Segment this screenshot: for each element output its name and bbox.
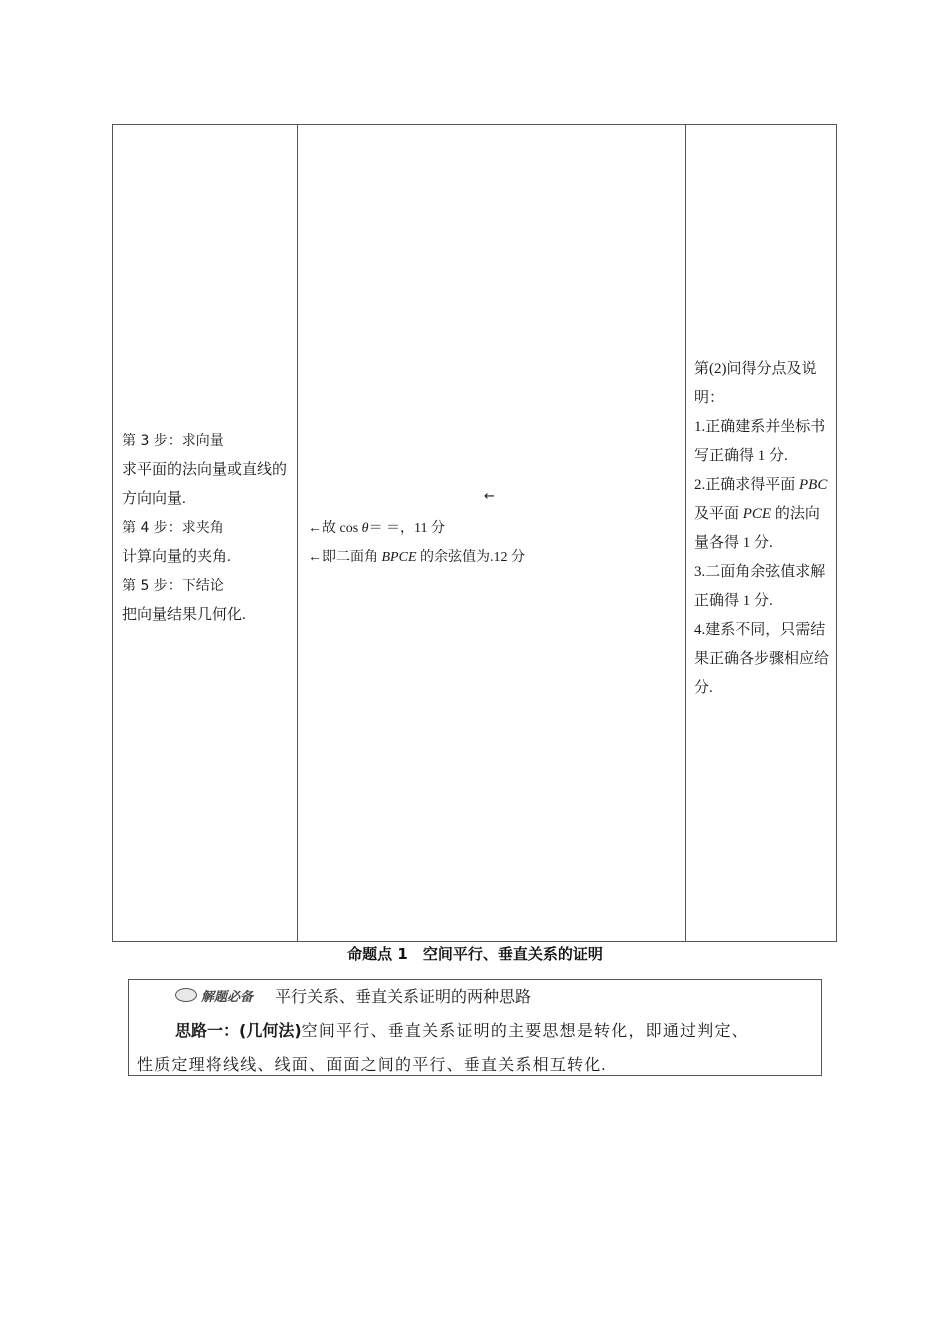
- scoring-notes: [694, 355, 830, 703]
- steps-column: [113, 125, 298, 941]
- steps-list: [122, 427, 292, 630]
- method-line-1: 思路一：(几何法)空间平行、垂直关系证明的主要思想是转化，即通过判定、: [175, 1021, 749, 1040]
- method-line-2: 性质定理将线线、线面、面面之间的平行、垂直关系相互转化.: [137, 1057, 607, 1074]
- dihedral-line: ←即二面角 BPCE 的余弦值为.12 分: [308, 550, 525, 565]
- box-heading-text: 平行关系、垂直关系证明的两种思路: [275, 987, 532, 1006]
- step-5-title: 第 5 步：下结论: [122, 578, 224, 594]
- note-4: 4.建系不同，只需结果正确各步骤相应给分.: [694, 622, 830, 696]
- method-box: [128, 979, 822, 1076]
- solution-column: [298, 125, 686, 941]
- notes-column: [686, 125, 836, 941]
- step-3-text: 求平面的法向量或直线的方向向量.: [122, 462, 288, 507]
- box-heading: [175, 984, 531, 1007]
- step-3-title: 第 3 步：求向量: [122, 433, 224, 449]
- badge-icon: [175, 988, 197, 1002]
- notes-title: 第(2)问得分点及说明：: [694, 361, 817, 406]
- step-4-text: 计算向量的夹角.: [122, 549, 231, 565]
- lone-arrow: ←: [484, 489, 495, 504]
- scoring-table: [112, 124, 837, 942]
- note-1: 1.正确建系并坐标书写正确得 1 分.: [694, 419, 826, 464]
- step-5-text: 把向量结果几何化.: [122, 607, 246, 623]
- cos-line: ←故 cos θ＝ ＝，11 分: [308, 521, 446, 536]
- note-2: 2.正确求得平面 PBC 及平面 PCE 的法向量各得 1 分.: [694, 477, 828, 551]
- note-3: 3.二面角余弦值求解正确得 1 分.: [694, 564, 826, 609]
- step-4-title: 第 4 步：求夹角: [122, 520, 224, 536]
- section-title: 命题点 1 空间平行、垂直关系的证明: [347, 945, 603, 963]
- badge: 解题必备: [175, 986, 253, 1005]
